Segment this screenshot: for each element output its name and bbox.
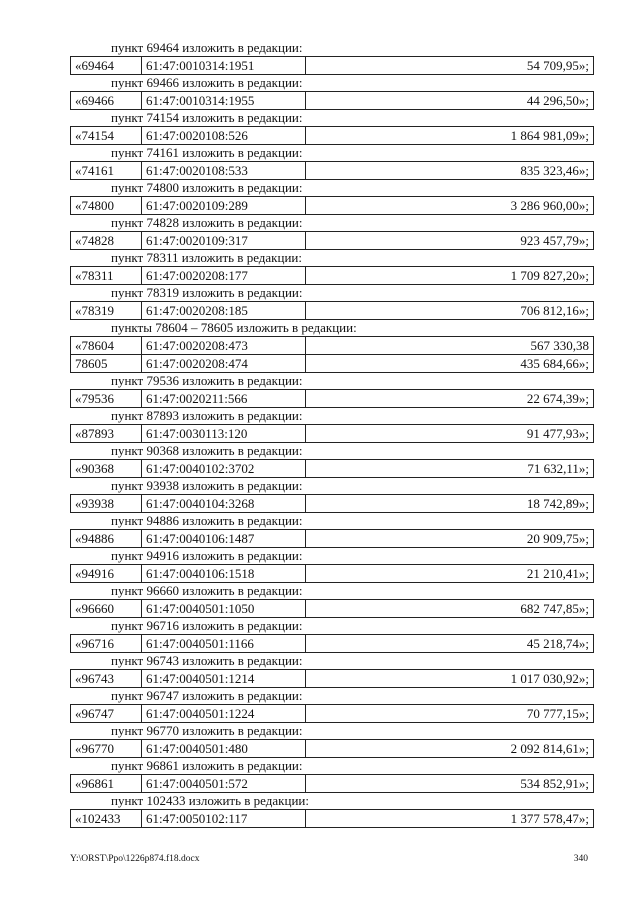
item-number: «78604	[71, 337, 142, 355]
table-row	[71, 740, 594, 758]
cadastral-number: 61:47:0020108:533	[142, 162, 306, 180]
cadastral-number: 61:47:0020208:473	[142, 337, 306, 355]
amendment-intro: пункт 96743 изложить в редакции:	[111, 653, 303, 668]
item-number: «94916	[71, 565, 142, 583]
cadastral-value: 18 742,89»;	[306, 495, 594, 513]
item-number: «69466	[71, 92, 142, 110]
cadastral-number: 61:47:0020109:317	[142, 232, 306, 250]
cadastral-value: 682 747,85»;	[306, 600, 594, 618]
cadastral-value: 3 286 960,00»;	[306, 197, 594, 215]
cadastral-value: 1 864 981,09»;	[306, 127, 594, 145]
table-row	[71, 267, 594, 285]
cadastral-number: 61:47:0040501:1050	[142, 600, 306, 618]
table-row	[71, 92, 594, 110]
amendment-table	[70, 161, 594, 180]
item-number: «102433	[71, 810, 142, 828]
amendment-table	[70, 739, 594, 758]
table-row	[71, 565, 594, 583]
item-number: «94886	[71, 530, 142, 548]
item-number: «74161	[71, 162, 142, 180]
amendment-intro: пункт 79536 изложить в редакции:	[111, 373, 303, 388]
item-number: «74800	[71, 197, 142, 215]
cadastral-value: 45 218,74»;	[306, 635, 594, 653]
item-number: «74828	[71, 232, 142, 250]
amendment-table	[70, 336, 594, 373]
item-number: «96660	[71, 600, 142, 618]
item-number: «96861	[71, 775, 142, 793]
amendment-intro: пункт 74161 изложить в редакции:	[111, 145, 303, 160]
cadastral-number: 61:47:0040106:1518	[142, 565, 306, 583]
cadastral-number: 61:47:0030113:120	[142, 425, 306, 443]
amendment-table	[70, 634, 594, 653]
amendment-intro: пункт 87893 изложить в редакции:	[111, 408, 303, 423]
cadastral-value: 20 909,75»;	[306, 530, 594, 548]
table-row	[71, 57, 594, 75]
table-row	[71, 337, 594, 355]
amendment-intro: пункт 78319 изложить в редакции:	[111, 285, 303, 300]
amendment-intro: пункт 74828 изложить в редакции:	[111, 215, 303, 230]
cadastral-value: 54 709,95»;	[306, 57, 594, 75]
cadastral-value: 91 477,93»;	[306, 425, 594, 443]
amendment-intro: пункт 96770 изложить в редакции:	[111, 723, 303, 738]
cadastral-number: 61:47:0040501:1166	[142, 635, 306, 653]
page-footer	[70, 854, 594, 866]
cadastral-number: 61:47:0020208:185	[142, 302, 306, 320]
cadastral-number: 61:47:0050102:117	[142, 810, 306, 828]
table-row	[71, 197, 594, 215]
amendment-table	[70, 231, 594, 250]
item-number: «78311	[71, 267, 142, 285]
amendment-table	[70, 809, 594, 828]
file-path: Y:\ORST\Ppo\1226p874.f18.docx	[70, 854, 200, 864]
cadastral-value: 534 852,91»;	[306, 775, 594, 793]
amendment-intro: пункт 74154 изложить в редакции:	[111, 110, 303, 125]
table-row	[71, 232, 594, 250]
cadastral-number: 61:47:0040501:480	[142, 740, 306, 758]
cadastral-value: 1 709 827,20»;	[306, 267, 594, 285]
item-number: «93938	[71, 495, 142, 513]
cadastral-number: 61:47:0040106:1487	[142, 530, 306, 548]
cadastral-value: 567 330,38	[306, 337, 594, 355]
item-number: «74154	[71, 127, 142, 145]
amendment-intro: пункт 74800 изложить в редакции:	[111, 180, 303, 195]
amendment-intro: пункт 90368 изложить в редакции:	[111, 443, 303, 458]
table-row	[71, 705, 594, 723]
page-number: 340	[573, 854, 588, 864]
cadastral-value: 1 017 030,92»;	[306, 670, 594, 688]
cadastral-number: 61:47:0040501:1224	[142, 705, 306, 723]
amendment-table	[70, 266, 594, 285]
table-row	[71, 460, 594, 478]
amendment-intro: пункт 94916 изложить в редакции:	[111, 548, 303, 563]
table-row	[71, 162, 594, 180]
cadastral-number: 61:47:0040102:3702	[142, 460, 306, 478]
table-row	[71, 495, 594, 513]
amendment-table	[70, 704, 594, 723]
item-number: «87893	[71, 425, 142, 443]
amendment-table	[70, 196, 594, 215]
amendment-table	[70, 564, 594, 583]
amendment-table	[70, 599, 594, 618]
amendment-table	[70, 56, 594, 75]
cadastral-value: 923 457,79»;	[306, 232, 594, 250]
cadastral-value: 1 377 578,47»;	[306, 810, 594, 828]
amendment-table	[70, 91, 594, 110]
cadastral-number: 61:47:0020208:177	[142, 267, 306, 285]
cadastral-value: 835 323,46»;	[306, 162, 594, 180]
amendment-intro: пункт 69466 изложить в редакции:	[111, 75, 303, 90]
cadastral-number: 61:47:0020211:566	[142, 390, 306, 408]
item-number: «96743	[71, 670, 142, 688]
item-number: «96747	[71, 705, 142, 723]
amendment-intro: пункт 93938 изложить в редакции:	[111, 478, 303, 493]
amendment-intro: пункт 69464 изложить в редакции:	[111, 40, 303, 55]
amendment-table	[70, 494, 594, 513]
item-number: «79536	[71, 390, 142, 408]
cadastral-number: 61:47:0010314:1955	[142, 92, 306, 110]
amendment-table	[70, 774, 594, 793]
table-row	[71, 302, 594, 320]
amendment-table	[70, 301, 594, 320]
table-row	[71, 530, 594, 548]
item-number: «96770	[71, 740, 142, 758]
cadastral-number: 61:47:0010314:1951	[142, 57, 306, 75]
amendment-table	[70, 459, 594, 478]
cadastral-value: 71 632,11»;	[306, 460, 594, 478]
amendment-intro: пункт 102433 изложить в редакции:	[111, 793, 309, 808]
cadastral-value: 435 684,66»;	[306, 355, 594, 373]
cadastral-number: 61:47:0020108:526	[142, 127, 306, 145]
item-number: «96716	[71, 635, 142, 653]
table-row	[71, 670, 594, 688]
table-row	[71, 127, 594, 145]
cadastral-value: 21 210,41»;	[306, 565, 594, 583]
amendment-table	[70, 529, 594, 548]
amendment-intro: пункт 96861 изложить в редакции:	[111, 758, 303, 773]
item-number: 78605	[71, 355, 142, 373]
table-row	[71, 600, 594, 618]
amendment-intro: пункт 96747 изложить в редакции:	[111, 688, 303, 703]
cadastral-number: 61:47:0040104:3268	[142, 495, 306, 513]
amendment-intro: пункт 96660 изложить в редакции:	[111, 583, 303, 598]
item-number: «69464	[71, 57, 142, 75]
cadastral-number: 61:47:0020208:474	[142, 355, 306, 373]
table-row	[71, 810, 594, 828]
item-number: «78319	[71, 302, 142, 320]
amendment-table	[70, 126, 594, 145]
cadastral-value: 706 812,16»;	[306, 302, 594, 320]
amendment-intro: пункт 96716 изложить в редакции:	[111, 618, 303, 633]
amendment-intro: пункт 94886 изложить в редакции:	[111, 513, 303, 528]
amendment-table	[70, 424, 594, 443]
table-row	[71, 355, 594, 373]
cadastral-value: 70 777,15»;	[306, 705, 594, 723]
cadastral-value: 22 674,39»;	[306, 390, 594, 408]
amendment-intro: пункты 78604 – 78605 изложить в редакции:	[111, 320, 357, 335]
document-body	[70, 40, 594, 828]
table-row	[71, 635, 594, 653]
amendment-table	[70, 389, 594, 408]
amendment-intro: пункт 78311 изложить в редакции:	[111, 250, 302, 265]
cadastral-number: 61:47:0020109:289	[142, 197, 306, 215]
table-row	[71, 425, 594, 443]
cadastral-value: 44 296,50»;	[306, 92, 594, 110]
amendment-table	[70, 669, 594, 688]
table-row	[71, 390, 594, 408]
cadastral-value: 2 092 814,61»;	[306, 740, 594, 758]
cadastral-number: 61:47:0040501:1214	[142, 670, 306, 688]
table-row	[71, 775, 594, 793]
cadastral-number: 61:47:0040501:572	[142, 775, 306, 793]
item-number: «90368	[71, 460, 142, 478]
